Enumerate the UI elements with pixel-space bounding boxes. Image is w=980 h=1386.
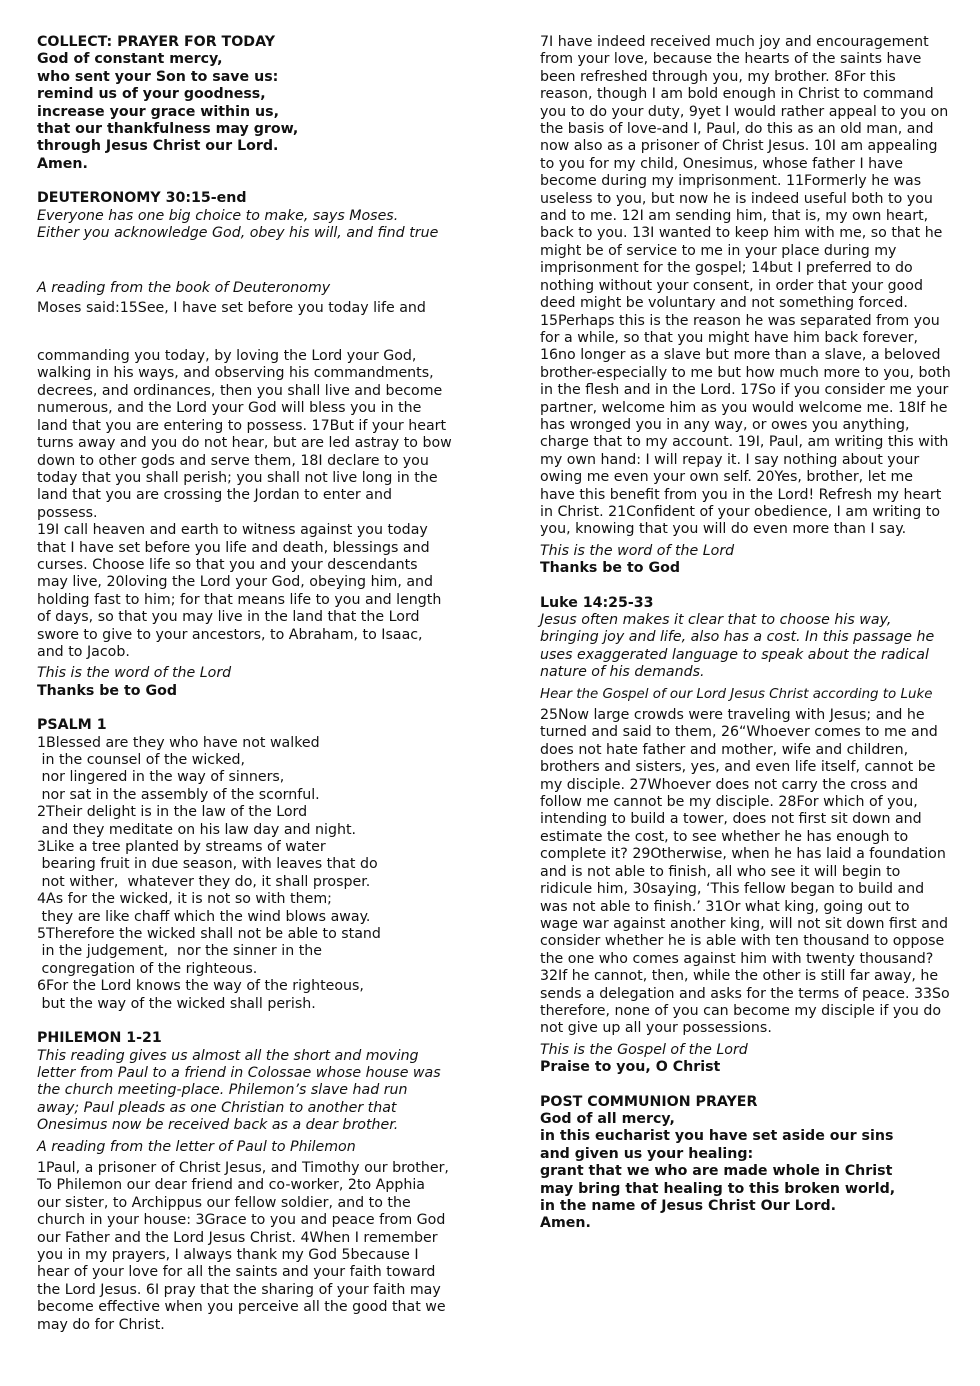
collect-line: Amen. — [37, 155, 88, 172]
philemon-heading: PHILEMON 1-21 — [37, 1030, 162, 1047]
post-communion-line: God of all mercy, — [540, 1110, 675, 1127]
psalm-line: 1Blessed are they who have not walked — [37, 734, 320, 751]
post-communion-heading: POST COMMUNION PRAYER — [540, 1093, 758, 1110]
gospel-announce: Hear the Gospel of our Lord Jesus Christ according to Luke — [540, 686, 933, 702]
psalm-text — [37, 735, 452, 1014]
psalm-line: nor lingered in the way of sinners, — [37, 769, 285, 786]
deuteronomy-closing: This is the word of the Lord — [37, 665, 232, 682]
post-communion-line: may bring that healing to this broken world, — [540, 1180, 896, 1197]
psalm-line: but the way of the wicked shall perish. — [37, 995, 316, 1012]
psalm-line: 2Their delight is in the law of the Lord — [37, 804, 308, 821]
psalm-line: 5Therefore the wicked shall not be able to stand — [37, 926, 381, 943]
collect-line: who sent your Son to save us: — [37, 68, 279, 85]
gospel-heading: Luke 14:25-33 — [540, 594, 654, 611]
deuteronomy-intro-line: Either you acknowledge God, obey his will, and find true — [37, 225, 439, 242]
philemon-response: Thanks be to God — [540, 560, 681, 577]
collect-line: through Jesus Christ our Lord. — [37, 138, 279, 155]
psalm-line: congregation of the righteous. — [37, 960, 258, 977]
collect-line: remind us of your goodness, — [37, 86, 266, 103]
philemon-text: 1Paul, a prisoner of Christ Jesus, and Timothy our brother, To Philemon our dear friend and co-worker, 2to Apphia our sister, to Archippus our fellow soldier, and to the church in your house: 3Grace to you and peace from God our Father and the Lord Jesus Christ. 4When I remember you in my prayers, I always thank my God 5because I hear of your love for all the saints and your faith toward the Lord Jesus. 6I pray that the sharing of your faith may become effective when you perceive all the good that we may do for Christ. — [37, 1159, 449, 1333]
right-column — [540, 34, 952, 1233]
philemon-text-continued: 7I have indeed received much joy and encouragement from your love, because the hearts of the saints have been refreshed through you, my brother. 8For this reason, though I am bold enough in Christ to command you to do your duty, 9yet I would rather appeal to you on the basis of love-and I, Paul, do this as an old man, and now also as a prisoner of Christ Jesus. 10I am appealing to you for my child, Onesimus, whose father I have become during my imprisonment. 11Formerly he was useless to you, but now he is indeed useful both to you and to me. 12I am sending him, that is, my own heart, back to you. 13I wanted to keep him with me, so that he might be of service to me in your place during my imprisonment for the gospel; 14but I preferred to do nothing without your consent, in order that your good deed might be voluntary and not something forced. 15Perhaps this is the reason he was separated from you for a while, so that you might have him back forever, 16no longer as a slave but more than a slave, a beloved brother-especially to me but how much more to you, both in the flesh and in the Lord. 17So if you consider me your partner, welcome him as you would welcome me. 18If he has wronged you in any way, or owes you anything, charge that to my account. 19I, Paul, am writing this with my own hand: I will repay it. I say nothing about your owing me even your own self. 20Yes, brother, let me have this benefit from you in the Lord! Refresh my heart in Christ. 21Confident of your obedience, I am writing to you, knowing that you will do even more than I say. — [540, 34, 951, 538]
left-column — [37, 34, 452, 1334]
deuteronomy-text-2: 19I call heaven and earth to witness against you today that I have set before you life and death, blessings and curses. Choose life so that you and your descendants may live, 20loving the Lord your God, obeying him, and holding fast to him; for that means life to you and length of days, so that you may live in the land that the Lord swore to give to your ancestors, to Abraham, to Isaac, and to Jacob. — [37, 522, 442, 660]
philemon-closing: This is the word of the Lord — [540, 542, 735, 559]
philemon-intro: This reading gives us almost all the short and moving letter from Paul to a friend in Colossae whose house was the church meeting-place. Philemon’s slave had run away; Paul pleads as one Christian to another that Onesimus now be received back as a dear brother. — [37, 1047, 441, 1134]
post-communion-line: Amen. — [540, 1215, 591, 1232]
gospel-response: Praise to you, O Christ — [540, 1059, 721, 1076]
deuteronomy-intro-line: Everyone has one big choice to make, says Moses. — [37, 207, 399, 224]
psalm-line: in the counsel of the wicked, — [37, 752, 246, 768]
collect-line: increase your grace within us, — [37, 103, 279, 120]
deuteronomy-heading: DEUTERONOMY 30:15-end — [37, 190, 247, 207]
psalm-line: not wither, whatever they do, it shall prosper. — [37, 873, 371, 890]
gospel-text: 25Now large crowds were traveling with Jesus; and he turned and said to them, 26“Whoever comes to me and does not hate father and mother, wife and children, brothers and sisters, yes, and even life itself, cannot be my disciple. 27Whoever does not carry the cross and follow me cannot be my disciple. 28For which of you, intending to build a tower, does not first sit down and estimate the cost, to see whether he has enough to complete it? 29Otherwise, when he has laid a foundation and is not able to finish, all who see it will begin to ridicule him, 30saying, ‘This fellow began to build and was not able to finish.’ 31Or what king, going out to wage war against another king, will not sit down first and consider whether he is able with ten thousand to oppose the one who comes against him with twenty thousand? 32If he cannot, then, while the other is still far away, he sends a delegation and asks for the terms of peace. 33So therefore, none of you can become my disciple if you do not give up all your possessions. — [540, 707, 950, 1037]
deuteronomy-first-line: Moses said:15See, I have set before you today life and — [37, 300, 426, 317]
collect-heading: COLLECT: PRAYER FOR TODAY — [37, 34, 275, 50]
psalm-line: 4As for the wicked, it is not so with them; — [37, 891, 332, 908]
psalm-line: nor sat in the assembly of the scornful. — [37, 786, 320, 803]
collect-line: that our thankfulness may grow, — [37, 121, 299, 138]
psalm-line: they are like chaff which the wind blows away. — [37, 908, 371, 925]
deuteronomy-announce: A reading from the book of Deuteronomy — [37, 279, 331, 296]
collect-prayer — [37, 51, 452, 173]
psalm-line: 6For the Lord knows the way of the righteous, — [37, 978, 364, 995]
post-communion-prayer — [540, 1111, 952, 1233]
post-communion-line: in this eucharist you have set aside our sins — [540, 1128, 894, 1145]
post-communion-line: and given us your healing: — [540, 1145, 754, 1162]
gospel-closing: This is the Gospel of the Lord — [540, 1041, 748, 1058]
psalm-line: and they meditate on his law day and night. — [37, 821, 357, 838]
deuteronomy-intro — [37, 207, 452, 242]
post-communion-line: grant that we who are made whole in Christ — [540, 1163, 893, 1180]
psalm-line: 3Like a tree planted by streams of water — [37, 839, 326, 856]
psalm-heading: PSALM 1 — [37, 717, 107, 734]
deuteronomy-text: commanding you today, by loving the Lord your God, walking in his ways, and observing his commandments, decrees, and ordinances, then you shall live and become numerous, and the Lord your God will bless you in the land that you are entering to possess. 17But if your heart turns away and you do not hear, but are led astray to bow down to other gods and serve them, 18I declare to you today that you shall perish; you shall not live long in the land that you are crossing the Jordan to enter and possess. — [37, 348, 452, 521]
psalm-line: in the judgement, nor the sinner in the — [37, 943, 322, 960]
gospel-intro: Jesus often makes it clear that to choose his way, bringing joy and life, also has a cost. In this passage he uses exaggerated language to speak about the radical nature of his demands. — [540, 612, 935, 681]
psalm-line: bearing fruit in due season, with leaves that do — [37, 856, 378, 873]
post-communion-line: in the name of Jesus Christ Our Lord. — [540, 1198, 837, 1214]
collect-line: God of constant mercy, — [37, 51, 223, 68]
philemon-announce: A reading from the letter of Paul to Philemon — [37, 1138, 356, 1155]
deuteronomy-response: Thanks be to God — [37, 682, 178, 699]
